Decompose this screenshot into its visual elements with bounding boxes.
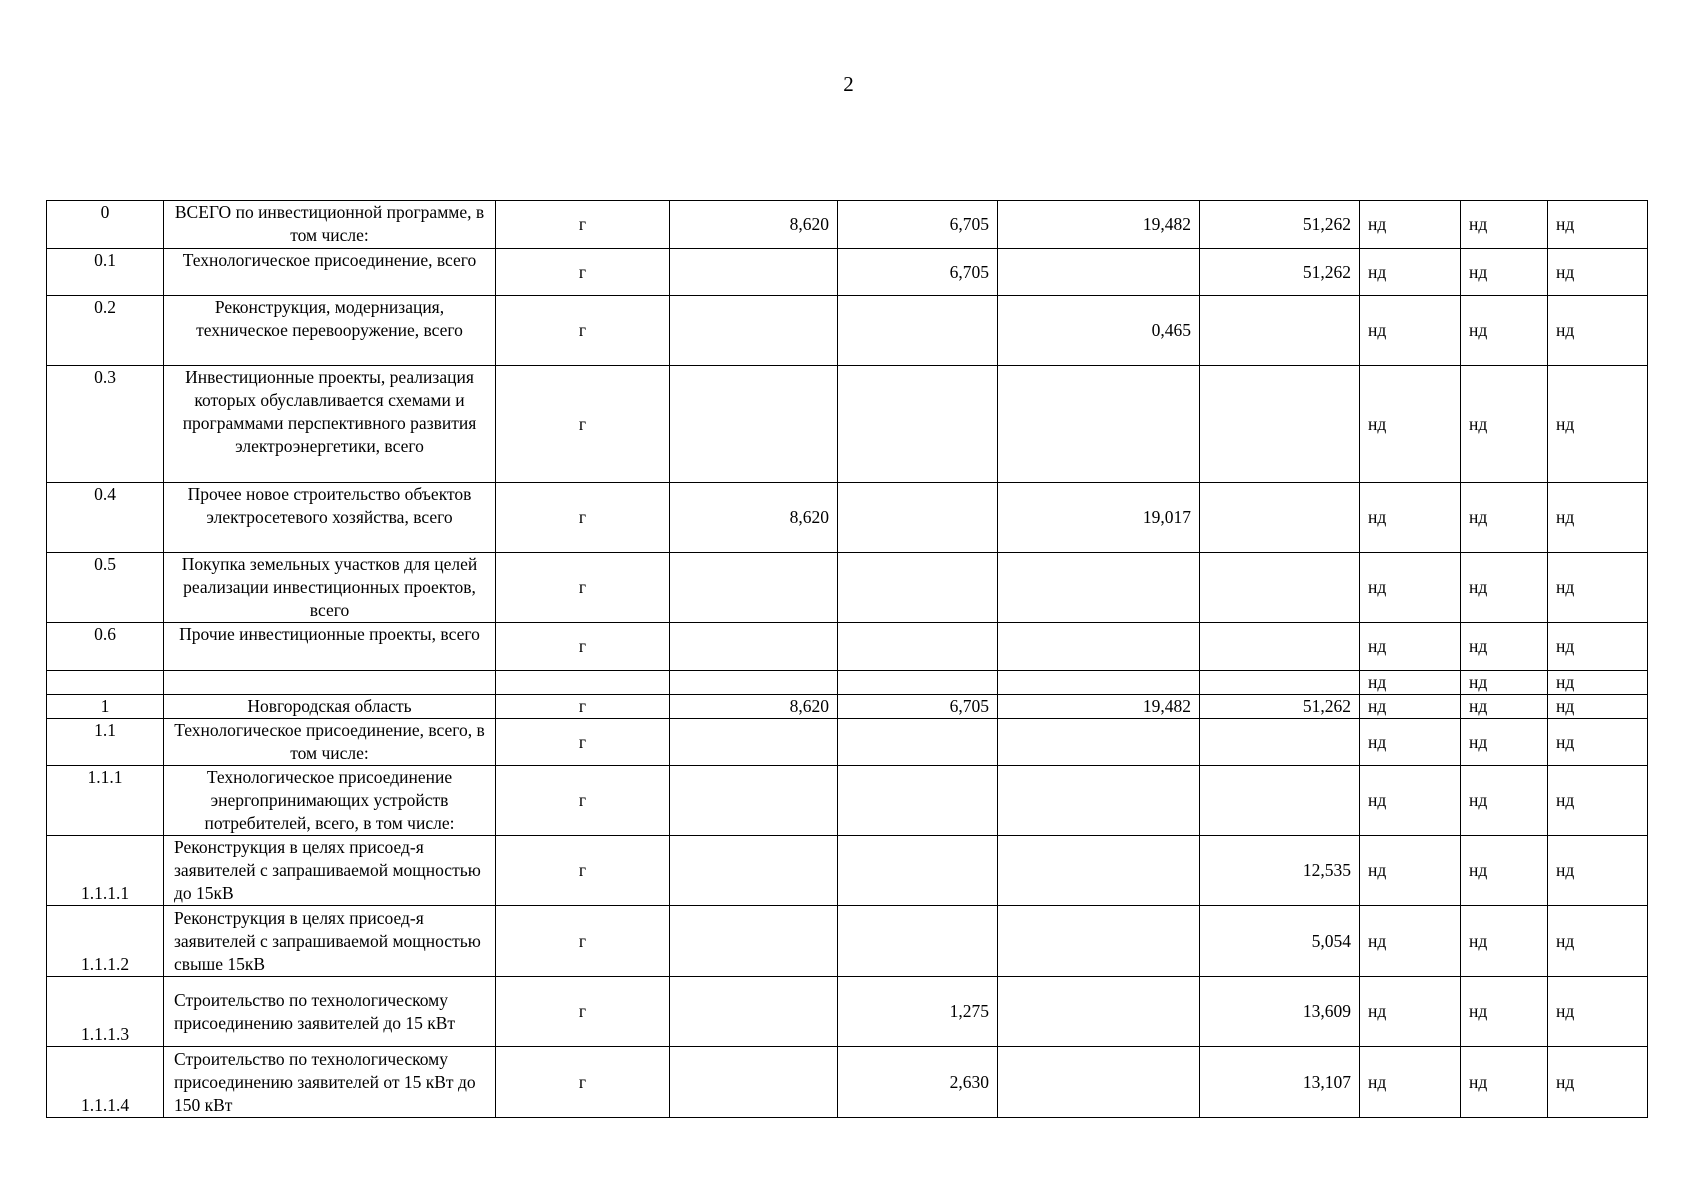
row-nd-1: нд	[1360, 623, 1461, 671]
row-value-2: 6,705	[838, 201, 998, 249]
row-nd-2: нд	[1461, 906, 1548, 977]
row-unit: г	[496, 553, 670, 623]
row-nd-3: нд	[1548, 836, 1648, 906]
row-nd-3: нд	[1548, 906, 1648, 977]
row-nd-3: нд	[1548, 296, 1648, 366]
row-value-1: 8,620	[670, 695, 838, 719]
row-nd-2: нд	[1461, 836, 1548, 906]
row-name: Покупка земельных участков для целей реализации инвестиционных проектов, всего	[164, 553, 496, 623]
row-value-3	[998, 671, 1200, 695]
row-name: Строительство по технологическому присоединению заявителей до 15 кВт	[164, 977, 496, 1047]
table-row	[47, 671, 1648, 695]
row-unit: г	[496, 1047, 670, 1118]
row-unit: г	[496, 836, 670, 906]
row-value-2	[838, 671, 998, 695]
row-value-3	[998, 249, 1200, 296]
row-unit: г	[496, 719, 670, 766]
row-number: 0.6	[47, 623, 164, 671]
row-nd-1: нд	[1360, 553, 1461, 623]
table-row	[47, 623, 1648, 671]
row-value-3: 19,482	[998, 201, 1200, 249]
row-number: 0	[47, 201, 164, 249]
row-nd-3: нд	[1548, 483, 1648, 553]
row-nd-2: нд	[1461, 483, 1548, 553]
page-number: 2	[843, 72, 854, 96]
row-number: 0.3	[47, 366, 164, 483]
table-row	[47, 695, 1648, 719]
row-value-1	[670, 249, 838, 296]
row-value-1	[670, 977, 838, 1047]
row-value-1	[670, 366, 838, 483]
row-name: Реконструкция, модернизация, техническое перевооружение, всего	[164, 296, 496, 366]
row-nd-3: нд	[1548, 366, 1648, 483]
row-unit: г	[496, 977, 670, 1047]
row-nd-2: нд	[1461, 249, 1548, 296]
row-number: 0.5	[47, 553, 164, 623]
table-row	[47, 366, 1648, 483]
row-unit: г	[496, 766, 670, 836]
row-nd-3: нд	[1548, 1047, 1648, 1118]
table-row	[47, 296, 1648, 366]
row-value-4	[1200, 719, 1360, 766]
row-value-3	[998, 1047, 1200, 1118]
row-unit: г	[496, 366, 670, 483]
row-nd-2: нд	[1461, 296, 1548, 366]
row-nd-3: нд	[1548, 695, 1648, 719]
row-name: Новгородская область	[164, 695, 496, 719]
row-nd-3: нд	[1548, 623, 1648, 671]
row-nd-1: нд	[1360, 201, 1461, 249]
row-unit: г	[496, 483, 670, 553]
row-nd-2: нд	[1461, 1047, 1548, 1118]
row-value-2: 1,275	[838, 977, 998, 1047]
row-value-1	[670, 623, 838, 671]
row-value-3	[998, 977, 1200, 1047]
row-name: Реконструкция в целях присоед-я заявителей с запрашиваемой мощностью до 15кВ	[164, 836, 496, 906]
row-value-4: 13,609	[1200, 977, 1360, 1047]
row-nd-3: нд	[1548, 719, 1648, 766]
row-value-4	[1200, 766, 1360, 836]
row-nd-1: нд	[1360, 906, 1461, 977]
row-value-1	[670, 766, 838, 836]
table-row	[47, 249, 1648, 296]
investment-table	[46, 200, 1648, 1118]
row-value-2	[838, 836, 998, 906]
row-value-3	[998, 766, 1200, 836]
table-row	[47, 553, 1648, 623]
row-nd-3: нд	[1548, 249, 1648, 296]
row-value-4: 51,262	[1200, 249, 1360, 296]
row-nd-1: нд	[1360, 483, 1461, 553]
row-name: Прочее новое строительство объектов электросетевого хозяйства, всего	[164, 483, 496, 553]
table-body	[47, 201, 1648, 1118]
row-number: 1.1.1.3	[47, 977, 164, 1047]
row-name: Прочие инвестиционные проекты, всего	[164, 623, 496, 671]
row-name: Реконструкция в целях присоед-я заявителей с запрашиваемой мощностью свыше 15кВ	[164, 906, 496, 977]
row-value-4	[1200, 671, 1360, 695]
table-row	[47, 836, 1648, 906]
row-value-4	[1200, 296, 1360, 366]
row-name: Инвестиционные проекты, реализация которых обуславливается схемами и программами перспективного развития электроэнергетики, всего	[164, 366, 496, 483]
row-nd-1: нд	[1360, 1047, 1461, 1118]
row-nd-2: нд	[1461, 623, 1548, 671]
row-name: Строительство по технологическому присоединению заявителей от 15 кВт до 150 кВт	[164, 1047, 496, 1118]
row-number: 1.1	[47, 719, 164, 766]
row-nd-3: нд	[1548, 553, 1648, 623]
row-value-3	[998, 836, 1200, 906]
row-nd-1: нд	[1360, 719, 1461, 766]
row-unit	[496, 671, 670, 695]
row-nd-2: нд	[1461, 553, 1548, 623]
row-name	[164, 671, 496, 695]
row-nd-2: нд	[1461, 201, 1548, 249]
row-number: 0.4	[47, 483, 164, 553]
row-value-3	[998, 719, 1200, 766]
row-nd-1: нд	[1360, 977, 1461, 1047]
row-value-1: 8,620	[670, 483, 838, 553]
row-value-4: 13,107	[1200, 1047, 1360, 1118]
row-value-1	[670, 296, 838, 366]
row-number: 1	[47, 695, 164, 719]
row-name: Технологическое присоединение, всего	[164, 249, 496, 296]
row-nd-1: нд	[1360, 249, 1461, 296]
row-number: 1.1.1.4	[47, 1047, 164, 1118]
row-value-4: 5,054	[1200, 906, 1360, 977]
row-nd-2: нд	[1461, 695, 1548, 719]
row-nd-1: нд	[1360, 695, 1461, 719]
table-row	[47, 201, 1648, 249]
row-value-3	[998, 906, 1200, 977]
row-value-2: 6,705	[838, 695, 998, 719]
table-row	[47, 906, 1648, 977]
row-value-3: 19,482	[998, 695, 1200, 719]
row-value-4: 51,262	[1200, 695, 1360, 719]
row-number: 1.1.1.1	[47, 836, 164, 906]
row-nd-1: нд	[1360, 671, 1461, 695]
row-name: ВСЕГО по инвестиционной программе, в том числе:	[164, 201, 496, 249]
row-value-4: 12,535	[1200, 836, 1360, 906]
row-nd-1: нд	[1360, 766, 1461, 836]
table-row	[47, 766, 1648, 836]
row-unit: г	[496, 201, 670, 249]
table-row	[47, 1047, 1648, 1118]
row-value-4	[1200, 553, 1360, 623]
row-value-1	[670, 553, 838, 623]
row-value-3	[998, 553, 1200, 623]
row-value-4	[1200, 483, 1360, 553]
row-nd-2: нд	[1461, 719, 1548, 766]
row-nd-1: нд	[1360, 296, 1461, 366]
row-number: 0.2	[47, 296, 164, 366]
table-row	[47, 483, 1648, 553]
row-value-4	[1200, 366, 1360, 483]
row-value-1	[670, 671, 838, 695]
row-nd-3: нд	[1548, 766, 1648, 836]
row-value-1	[670, 906, 838, 977]
row-name: Технологическое присоединение энергопринимающих устройств потребителей, всего, в том числе:	[164, 766, 496, 836]
row-number: 1.1.1.2	[47, 906, 164, 977]
row-value-2	[838, 483, 998, 553]
row-unit: г	[496, 249, 670, 296]
row-value-2	[838, 553, 998, 623]
row-value-3	[998, 623, 1200, 671]
row-value-2	[838, 766, 998, 836]
row-value-2	[838, 623, 998, 671]
row-value-2: 6,705	[838, 249, 998, 296]
row-nd-2: нд	[1461, 366, 1548, 483]
row-value-1	[670, 836, 838, 906]
row-nd-2: нд	[1461, 671, 1548, 695]
row-nd-2: нд	[1461, 766, 1548, 836]
row-value-1	[670, 719, 838, 766]
row-value-4	[1200, 623, 1360, 671]
row-value-3: 19,017	[998, 483, 1200, 553]
row-unit: г	[496, 695, 670, 719]
table-row	[47, 977, 1648, 1047]
row-nd-3: нд	[1548, 201, 1648, 249]
row-value-3: 0,465	[998, 296, 1200, 366]
row-value-1	[670, 1047, 838, 1118]
row-name: Технологическое присоединение, всего, в том числе:	[164, 719, 496, 766]
row-value-1: 8,620	[670, 201, 838, 249]
row-value-4: 51,262	[1200, 201, 1360, 249]
row-value-2: 2,630	[838, 1047, 998, 1118]
row-number	[47, 671, 164, 695]
row-number: 0.1	[47, 249, 164, 296]
row-unit: г	[496, 296, 670, 366]
row-nd-1: нд	[1360, 366, 1461, 483]
row-unit: г	[496, 906, 670, 977]
row-unit: г	[496, 623, 670, 671]
row-value-2	[838, 366, 998, 483]
row-nd-1: нд	[1360, 836, 1461, 906]
table-row	[47, 719, 1648, 766]
row-value-2	[838, 296, 998, 366]
row-nd-3: нд	[1548, 977, 1648, 1047]
row-value-2	[838, 906, 998, 977]
row-nd-2: нд	[1461, 977, 1548, 1047]
row-number: 1.1.1	[47, 766, 164, 836]
row-value-2	[838, 719, 998, 766]
row-value-3	[998, 366, 1200, 483]
row-nd-3: нд	[1548, 671, 1648, 695]
